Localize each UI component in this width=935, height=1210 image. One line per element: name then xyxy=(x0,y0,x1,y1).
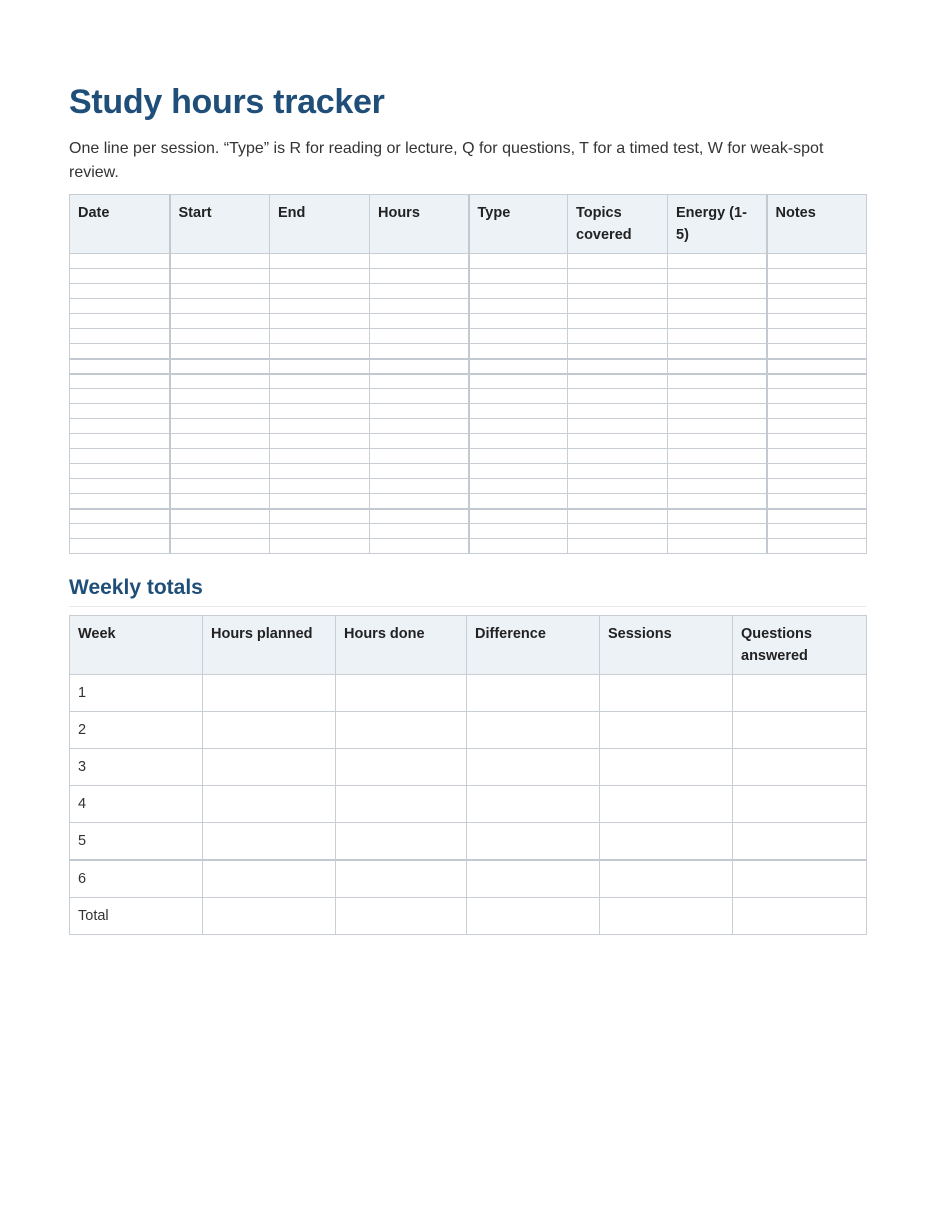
totals-cell[interactable] xyxy=(600,675,733,712)
column-header-label: Week xyxy=(78,626,116,642)
log-cell[interactable] xyxy=(469,539,568,554)
log-cell[interactable] xyxy=(70,359,170,374)
log-cell[interactable] xyxy=(370,479,469,494)
log-cell[interactable] xyxy=(767,269,867,284)
week-label: 4 xyxy=(70,786,203,823)
table-row xyxy=(70,359,867,374)
log-cell[interactable] xyxy=(568,314,668,329)
log-cell[interactable] xyxy=(370,419,469,434)
log-cell[interactable] xyxy=(370,404,469,419)
column-header xyxy=(767,195,867,254)
log-cell[interactable] xyxy=(469,494,568,509)
totals-cell[interactable] xyxy=(336,749,467,786)
log-cell[interactable] xyxy=(767,539,867,554)
log-cell[interactable] xyxy=(668,359,767,374)
log-cell[interactable] xyxy=(568,269,668,284)
table-row xyxy=(70,494,867,509)
log-cell[interactable] xyxy=(469,374,568,389)
log-cell[interactable] xyxy=(370,524,469,539)
log-cell[interactable] xyxy=(270,434,370,449)
table-row xyxy=(70,434,867,449)
week-label: 6 xyxy=(70,860,203,898)
totals-cell[interactable] xyxy=(733,749,867,786)
log-cell[interactable] xyxy=(668,284,767,299)
log-cell[interactable] xyxy=(270,314,370,329)
log-cell[interactable] xyxy=(170,539,270,554)
log-cell[interactable] xyxy=(270,494,370,509)
log-cell[interactable] xyxy=(270,359,370,374)
log-cell[interactable] xyxy=(767,344,867,359)
session-log-header-row xyxy=(70,195,867,254)
totals-cell[interactable] xyxy=(467,860,600,898)
totals-cell[interactable] xyxy=(336,712,467,749)
column-header xyxy=(568,195,668,254)
totals-cell[interactable] xyxy=(336,823,467,861)
log-cell[interactable] xyxy=(270,299,370,314)
totals-cell[interactable] xyxy=(733,712,867,749)
log-cell[interactable] xyxy=(170,254,270,269)
log-cell[interactable] xyxy=(70,464,170,479)
log-cell[interactable] xyxy=(270,464,370,479)
log-cell[interactable] xyxy=(469,344,568,359)
table-row xyxy=(70,419,867,434)
log-cell[interactable] xyxy=(170,434,270,449)
log-cell[interactable] xyxy=(370,299,469,314)
table-row xyxy=(70,389,867,404)
log-cell[interactable] xyxy=(70,344,170,359)
column-header-label: End xyxy=(278,205,306,221)
table-row xyxy=(70,344,867,359)
log-cell[interactable] xyxy=(767,254,867,269)
totals-cell[interactable] xyxy=(203,823,336,861)
log-cell[interactable] xyxy=(170,404,270,419)
log-cell[interactable] xyxy=(70,389,170,404)
table-row xyxy=(70,404,867,419)
log-cell[interactable] xyxy=(568,524,668,539)
log-cell[interactable] xyxy=(170,269,270,284)
table-row xyxy=(70,449,867,464)
column-header xyxy=(467,616,600,675)
log-cell[interactable] xyxy=(370,509,469,524)
totals-cell[interactable] xyxy=(336,786,467,823)
log-cell[interactable] xyxy=(568,479,668,494)
table-row xyxy=(70,509,867,524)
column-header xyxy=(203,616,336,675)
log-cell[interactable] xyxy=(70,509,170,524)
totals-cell[interactable] xyxy=(203,712,336,749)
log-cell[interactable] xyxy=(270,344,370,359)
log-cell[interactable] xyxy=(469,524,568,539)
table-row xyxy=(70,479,867,494)
log-cell[interactable] xyxy=(668,434,767,449)
log-cell[interactable] xyxy=(70,374,170,389)
table-row xyxy=(70,374,867,389)
log-cell[interactable] xyxy=(370,539,469,554)
log-cell[interactable] xyxy=(668,524,767,539)
totals-cell[interactable] xyxy=(733,675,867,712)
log-cell[interactable] xyxy=(170,299,270,314)
log-cell[interactable] xyxy=(767,329,867,344)
log-cell[interactable] xyxy=(469,419,568,434)
log-cell[interactable] xyxy=(70,299,170,314)
log-cell[interactable] xyxy=(270,479,370,494)
log-cell[interactable] xyxy=(668,374,767,389)
totals-cell[interactable] xyxy=(203,749,336,786)
column-header-label: Questions answered xyxy=(741,626,812,664)
log-cell[interactable] xyxy=(270,374,370,389)
totals-cell[interactable] xyxy=(203,786,336,823)
weekly-totals-table xyxy=(69,615,867,935)
log-cell[interactable] xyxy=(568,359,668,374)
table-row xyxy=(70,314,867,329)
log-cell[interactable] xyxy=(270,284,370,299)
log-cell[interactable] xyxy=(767,449,867,464)
log-cell[interactable] xyxy=(270,539,370,554)
week-label: Total xyxy=(70,898,203,935)
log-cell[interactable] xyxy=(767,299,867,314)
log-cell[interactable] xyxy=(668,269,767,284)
log-cell[interactable] xyxy=(767,464,867,479)
totals-cell[interactable] xyxy=(467,712,600,749)
log-cell[interactable] xyxy=(170,329,270,344)
log-cell[interactable] xyxy=(469,269,568,284)
table-row xyxy=(70,749,867,786)
totals-cell[interactable] xyxy=(203,898,336,935)
column-header-label: Notes xyxy=(775,205,816,221)
log-cell[interactable] xyxy=(568,299,668,314)
log-cell[interactable] xyxy=(70,284,170,299)
table-row xyxy=(70,823,867,861)
log-cell[interactable] xyxy=(370,449,469,464)
session-log-body xyxy=(70,254,867,554)
column-header-label: Start xyxy=(178,205,212,221)
log-cell[interactable] xyxy=(70,434,170,449)
log-cell[interactable] xyxy=(568,389,668,404)
log-cell[interactable] xyxy=(370,329,469,344)
log-cell[interactable] xyxy=(568,254,668,269)
log-cell[interactable] xyxy=(270,419,370,434)
log-cell[interactable] xyxy=(568,419,668,434)
log-cell[interactable] xyxy=(668,479,767,494)
totals-cell[interactable] xyxy=(467,898,600,935)
log-cell[interactable] xyxy=(70,479,170,494)
column-header xyxy=(469,195,568,254)
log-cell[interactable] xyxy=(469,389,568,404)
table-row xyxy=(70,675,867,712)
log-cell[interactable] xyxy=(170,419,270,434)
log-cell[interactable] xyxy=(270,404,370,419)
log-cell[interactable] xyxy=(370,359,469,374)
log-cell[interactable] xyxy=(170,284,270,299)
log-cell[interactable] xyxy=(370,464,469,479)
totals-cell[interactable] xyxy=(203,860,336,898)
log-cell[interactable] xyxy=(469,359,568,374)
table-row xyxy=(70,284,867,299)
totals-cell[interactable] xyxy=(733,786,867,823)
totals-cell[interactable] xyxy=(467,786,600,823)
log-cell[interactable] xyxy=(270,389,370,404)
log-cell[interactable] xyxy=(568,374,668,389)
log-cell[interactable] xyxy=(767,314,867,329)
column-header xyxy=(370,195,469,254)
column-header-label: Energy (1-5) xyxy=(676,205,747,243)
log-cell[interactable] xyxy=(668,344,767,359)
log-cell[interactable] xyxy=(170,509,270,524)
column-header-label: Date xyxy=(78,205,110,221)
log-cell[interactable] xyxy=(70,449,170,464)
log-cell[interactable] xyxy=(568,449,668,464)
column-header xyxy=(70,195,170,254)
log-cell[interactable] xyxy=(469,464,568,479)
log-cell[interactable] xyxy=(170,449,270,464)
log-cell[interactable] xyxy=(469,284,568,299)
totals-cell[interactable] xyxy=(467,823,600,861)
totals-cell[interactable] xyxy=(467,675,600,712)
column-header xyxy=(600,616,733,675)
totals-cell[interactable] xyxy=(733,898,867,935)
column-header-label: Type xyxy=(477,205,511,221)
log-cell[interactable] xyxy=(668,254,767,269)
column-header xyxy=(170,195,270,254)
totals-cell[interactable] xyxy=(336,898,467,935)
log-cell[interactable] xyxy=(70,254,170,269)
week-label: 5 xyxy=(70,823,203,861)
totals-cell[interactable] xyxy=(467,749,600,786)
log-cell[interactable] xyxy=(469,449,568,464)
totals-cell[interactable] xyxy=(600,823,733,861)
log-cell[interactable] xyxy=(767,404,867,419)
table-row xyxy=(70,254,867,269)
column-header-label: Hours xyxy=(378,205,420,221)
log-cell[interactable] xyxy=(370,284,469,299)
log-cell[interactable] xyxy=(767,359,867,374)
table-row xyxy=(70,524,867,539)
table-row xyxy=(70,269,867,284)
column-header xyxy=(336,616,467,675)
log-cell[interactable] xyxy=(370,494,469,509)
log-cell[interactable] xyxy=(170,344,270,359)
session-log-table xyxy=(69,194,867,554)
log-cell[interactable] xyxy=(370,344,469,359)
table-row xyxy=(70,786,867,823)
log-cell[interactable] xyxy=(767,509,867,524)
totals-cell[interactable] xyxy=(733,823,867,861)
log-cell[interactable] xyxy=(469,314,568,329)
log-cell[interactable] xyxy=(568,404,668,419)
log-cell[interactable] xyxy=(469,254,568,269)
table-row xyxy=(70,464,867,479)
table-row xyxy=(70,898,867,935)
log-cell[interactable] xyxy=(170,374,270,389)
log-cell[interactable] xyxy=(668,464,767,479)
log-cell[interactable] xyxy=(370,314,469,329)
totals-cell[interactable] xyxy=(600,749,733,786)
log-cell[interactable] xyxy=(668,299,767,314)
log-cell[interactable] xyxy=(568,509,668,524)
column-header-label: Difference xyxy=(475,626,546,642)
totals-cell[interactable] xyxy=(600,860,733,898)
log-cell[interactable] xyxy=(469,479,568,494)
log-cell[interactable] xyxy=(270,269,370,284)
column-header xyxy=(733,616,867,675)
log-cell[interactable] xyxy=(568,464,668,479)
log-cell[interactable] xyxy=(668,539,767,554)
log-cell[interactable] xyxy=(469,404,568,419)
log-cell[interactable] xyxy=(70,329,170,344)
table-row xyxy=(70,712,867,749)
log-cell[interactable] xyxy=(767,419,867,434)
log-cell[interactable] xyxy=(668,494,767,509)
log-cell[interactable] xyxy=(668,314,767,329)
log-cell[interactable] xyxy=(70,539,170,554)
totals-cell[interactable] xyxy=(336,675,467,712)
week-label: 3 xyxy=(70,749,203,786)
log-cell[interactable] xyxy=(270,509,370,524)
column-header-label: Hours done xyxy=(344,626,425,642)
week-label: 1 xyxy=(70,675,203,712)
table-row xyxy=(70,539,867,554)
log-cell[interactable] xyxy=(70,494,170,509)
log-cell[interactable] xyxy=(270,449,370,464)
log-cell[interactable] xyxy=(70,269,170,284)
log-cell[interactable] xyxy=(469,434,568,449)
log-cell[interactable] xyxy=(170,314,270,329)
weekly-totals-body xyxy=(70,675,867,935)
log-cell[interactable] xyxy=(370,434,469,449)
log-cell[interactable] xyxy=(767,524,867,539)
log-cell[interactable] xyxy=(668,419,767,434)
log-cell[interactable] xyxy=(370,374,469,389)
weekly-totals-header-row xyxy=(70,616,867,675)
log-cell[interactable] xyxy=(170,524,270,539)
log-cell[interactable] xyxy=(170,464,270,479)
log-cell[interactable] xyxy=(568,539,668,554)
table-row xyxy=(70,299,867,314)
log-cell[interactable] xyxy=(70,404,170,419)
log-cell[interactable] xyxy=(767,479,867,494)
log-cell[interactable] xyxy=(668,449,767,464)
log-cell[interactable] xyxy=(767,374,867,389)
totals-cell[interactable] xyxy=(600,898,733,935)
week-label: 2 xyxy=(70,712,203,749)
log-cell[interactable] xyxy=(568,329,668,344)
column-header-label: Hours planned xyxy=(211,626,313,642)
log-cell[interactable] xyxy=(767,284,867,299)
table-row xyxy=(70,860,867,898)
log-cell[interactable] xyxy=(568,344,668,359)
column-header xyxy=(70,616,203,675)
column-header-label: Sessions xyxy=(608,626,672,642)
log-cell[interactable] xyxy=(370,254,469,269)
log-cell[interactable] xyxy=(170,359,270,374)
log-cell[interactable] xyxy=(170,479,270,494)
log-cell[interactable] xyxy=(469,299,568,314)
totals-cell[interactable] xyxy=(600,786,733,823)
log-cell[interactable] xyxy=(70,524,170,539)
log-cell[interactable] xyxy=(270,329,370,344)
log-cell[interactable] xyxy=(568,434,668,449)
weekly-totals-heading: Weekly totals xyxy=(69,574,866,607)
log-cell[interactable] xyxy=(70,314,170,329)
log-cell[interactable] xyxy=(370,389,469,404)
log-cell[interactable] xyxy=(568,284,668,299)
log-cell[interactable] xyxy=(70,419,170,434)
log-cell[interactable] xyxy=(767,494,867,509)
log-cell[interactable] xyxy=(370,269,469,284)
column-header xyxy=(270,195,370,254)
log-cell[interactable] xyxy=(270,524,370,539)
log-cell[interactable] xyxy=(469,329,568,344)
page-title: Study hours tracker xyxy=(69,83,385,121)
log-cell[interactable] xyxy=(469,509,568,524)
log-cell[interactable] xyxy=(668,329,767,344)
totals-cell[interactable] xyxy=(336,860,467,898)
intro-text: One line per session. “Type” is R for reading or lecture, Q for questions, T for a timed test, W for weak-spot review. xyxy=(69,140,824,181)
log-cell[interactable] xyxy=(270,254,370,269)
log-cell[interactable] xyxy=(767,389,867,404)
totals-cell[interactable] xyxy=(733,860,867,898)
log-cell[interactable] xyxy=(170,494,270,509)
log-cell[interactable] xyxy=(668,509,767,524)
log-cell[interactable] xyxy=(170,389,270,404)
log-cell[interactable] xyxy=(668,404,767,419)
table-row xyxy=(70,329,867,344)
log-cell[interactable] xyxy=(668,389,767,404)
totals-cell[interactable] xyxy=(203,675,336,712)
log-cell[interactable] xyxy=(767,434,867,449)
totals-cell[interactable] xyxy=(600,712,733,749)
column-header xyxy=(668,195,767,254)
column-header-label: Topics covered xyxy=(576,205,632,243)
log-cell[interactable] xyxy=(568,494,668,509)
